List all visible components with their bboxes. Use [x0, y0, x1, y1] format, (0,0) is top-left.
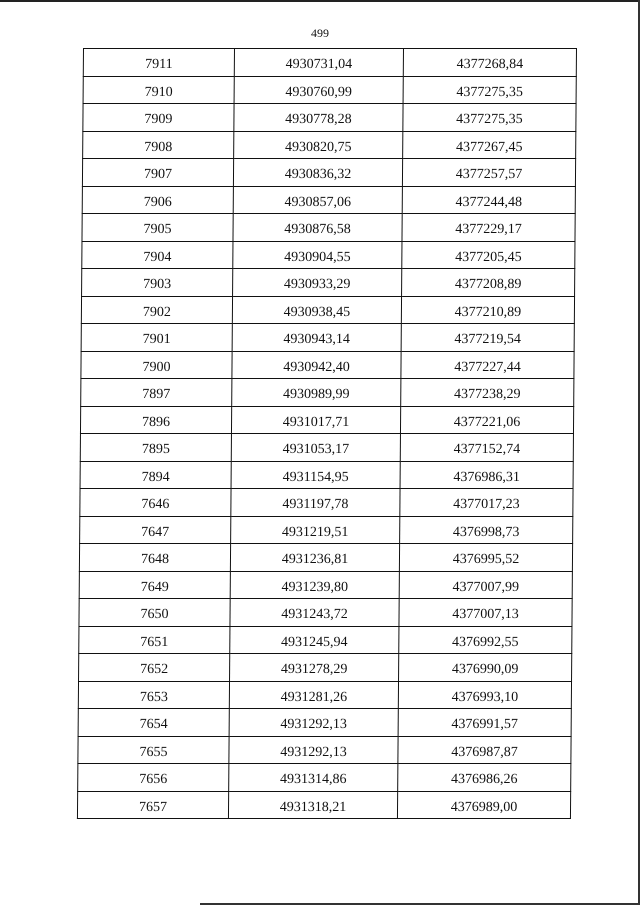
point-number-value: 7900 [142, 359, 171, 375]
y-coordinate-value: 4376989,00 [450, 799, 518, 815]
x-coordinate-cell [230, 626, 399, 654]
x-coordinate-value: 4931281,26 [280, 689, 348, 705]
table-row [80, 434, 573, 462]
point-number-value: 7902 [142, 304, 171, 320]
y-coordinate-cell [401, 324, 574, 352]
y-coordinate-cell [401, 379, 574, 407]
y-coordinate-value: 4376998,73 [452, 524, 520, 540]
point-number-value: 7655 [139, 744, 168, 760]
point-number-value: 7649 [140, 579, 169, 595]
y-coordinate-value: 4376990,09 [451, 662, 519, 678]
x-coordinate-cell [233, 159, 402, 187]
x-coordinate-value: 4930760,99 [285, 84, 352, 100]
y-coordinate-value: 4376993,10 [451, 689, 519, 705]
table-row [82, 186, 575, 214]
point-number-value: 7910 [144, 84, 173, 100]
point-number-cell [83, 49, 234, 77]
table-row [82, 159, 575, 187]
x-coordinate-cell [233, 186, 402, 214]
point-number-value: 7647 [141, 524, 170, 540]
y-coordinate-value: 4376986,26 [450, 772, 518, 788]
point-number-value: 7652 [140, 662, 169, 678]
point-number-cell [83, 104, 234, 132]
x-coordinate-cell [232, 379, 401, 407]
table-row [83, 76, 576, 104]
x-coordinate-cell [232, 324, 401, 352]
y-coordinate-cell [401, 296, 574, 324]
table-row [83, 49, 576, 77]
x-coordinate-value: 4931314,86 [279, 772, 347, 788]
coordinates-table-body [77, 49, 576, 819]
x-coordinate-cell [234, 104, 403, 132]
y-coordinate-cell [398, 681, 571, 709]
point-number-value: 7895 [141, 442, 170, 458]
x-coordinate-cell [234, 49, 403, 77]
table-row [82, 241, 575, 269]
x-coordinate-cell [232, 351, 401, 379]
table-row [82, 214, 575, 242]
y-coordinate-value: 4376987,87 [451, 744, 518, 760]
y-coordinate-value: 4377244,48 [455, 194, 523, 210]
y-coordinate-value: 4377221,06 [453, 414, 521, 430]
table-row [80, 461, 573, 489]
x-coordinate-value: 4931318,21 [279, 799, 347, 815]
point-number-cell [80, 434, 231, 462]
point-number-cell [78, 681, 229, 709]
y-coordinate-cell [400, 516, 573, 544]
x-coordinate-value: 4930904,55 [284, 249, 351, 265]
y-coordinate-cell [399, 654, 572, 682]
table-row [81, 379, 574, 407]
y-coordinate-value: 4377152,74 [453, 442, 521, 458]
x-coordinate-cell [229, 736, 398, 764]
y-coordinate-cell [400, 434, 573, 462]
x-coordinate-value: 4931292,13 [280, 744, 347, 760]
y-coordinate-value: 4377007,13 [452, 607, 519, 623]
point-number-value: 7650 [140, 607, 169, 623]
point-number-cell [79, 599, 230, 627]
x-coordinate-value: 4930938,45 [283, 304, 351, 320]
point-number-value: 7909 [144, 112, 173, 128]
y-coordinate-value: 4377007,99 [452, 579, 520, 595]
y-coordinate-cell [403, 131, 576, 159]
x-coordinate-value: 4931278,29 [280, 662, 348, 678]
y-coordinate-cell [400, 489, 573, 517]
x-coordinate-value: 4931053,17 [282, 442, 350, 458]
x-coordinate-value: 4930820,75 [284, 139, 352, 155]
point-number-value: 7653 [139, 689, 168, 705]
x-coordinate-cell [229, 764, 398, 792]
x-coordinate-value: 4930836,32 [284, 167, 352, 183]
y-coordinate-cell [399, 544, 572, 572]
point-number-cell [82, 159, 233, 187]
x-coordinate-value: 4930778,28 [285, 112, 352, 128]
x-coordinate-value: 4931239,80 [281, 579, 349, 595]
point-number-cell [78, 736, 229, 764]
point-number-cell [79, 544, 230, 572]
point-number-value: 7648 [140, 552, 170, 568]
table-row [82, 269, 575, 297]
coordinates-table [77, 48, 577, 819]
x-coordinate-value: 4931154,95 [282, 469, 349, 485]
y-coordinate-cell [403, 76, 576, 104]
x-coordinate-cell [234, 131, 403, 159]
table-row [81, 324, 574, 352]
point-number-value: 7896 [142, 414, 171, 430]
table-row [77, 791, 570, 819]
y-coordinate-cell [402, 269, 575, 297]
x-coordinate-cell [234, 76, 403, 104]
y-coordinate-cell [399, 571, 572, 599]
table-row [80, 489, 573, 517]
point-number-value: 7904 [143, 249, 172, 265]
table-row [78, 736, 571, 764]
y-coordinate-value: 4376992,55 [452, 634, 519, 650]
x-coordinate-cell [231, 461, 400, 489]
x-coordinate-value: 4931197,78 [282, 497, 349, 513]
y-coordinate-cell [399, 599, 572, 627]
y-coordinate-cell [397, 791, 570, 819]
table-row [80, 406, 573, 434]
point-number-value: 7905 [143, 222, 172, 238]
y-coordinate-value: 4377268,84 [456, 57, 524, 73]
x-coordinate-value: 4930989,99 [282, 387, 350, 403]
x-coordinate-cell [230, 654, 399, 682]
x-coordinate-value: 4930857,06 [284, 194, 352, 210]
point-number-cell [80, 489, 231, 517]
y-coordinate-value: 4377275,35 [456, 112, 523, 128]
point-number-cell [82, 241, 233, 269]
x-coordinate-cell [230, 599, 399, 627]
point-number-cell [82, 186, 233, 214]
x-coordinate-cell [233, 214, 402, 242]
x-coordinate-cell [233, 269, 402, 297]
y-coordinate-cell [402, 159, 575, 187]
x-coordinate-value: 4931236,81 [281, 552, 349, 568]
y-coordinate-value: 4377238,29 [453, 387, 521, 403]
point-number-cell [78, 709, 229, 737]
point-number-value: 7906 [143, 194, 172, 210]
y-coordinate-cell [402, 186, 575, 214]
y-coordinate-value: 4377208,89 [454, 277, 522, 293]
x-coordinate-value: 4930731,04 [285, 57, 353, 73]
x-coordinate-value: 4931292,13 [280, 717, 347, 733]
x-coordinate-cell [231, 434, 400, 462]
table-row [78, 764, 571, 792]
point-number-value: 7656 [139, 772, 168, 788]
x-coordinate-value: 4930876,58 [284, 222, 351, 238]
y-coordinate-cell [398, 736, 571, 764]
point-number-cell [80, 406, 231, 434]
y-coordinate-cell [399, 626, 572, 654]
table-row [79, 654, 572, 682]
y-coordinate-value: 4377205,45 [455, 249, 522, 265]
point-number-value: 7654 [139, 717, 168, 733]
y-coordinate-cell [398, 709, 571, 737]
y-coordinate-value: 4376991,57 [451, 717, 518, 733]
point-number-value: 7907 [143, 167, 173, 183]
table-row [78, 709, 571, 737]
point-number-cell [81, 296, 232, 324]
point-number-value: 7651 [140, 634, 169, 650]
y-coordinate-value: 4377210,89 [454, 304, 522, 320]
point-number-cell [81, 379, 232, 407]
y-coordinate-cell [398, 764, 571, 792]
point-number-value: 7894 [141, 469, 170, 485]
point-number-value: 7903 [143, 277, 172, 293]
point-number-cell [80, 516, 231, 544]
y-coordinate-cell [401, 351, 574, 379]
y-coordinate-value: 4377257,57 [455, 167, 523, 183]
x-coordinate-value: 4931017,71 [282, 414, 350, 430]
y-coordinate-cell [402, 214, 575, 242]
y-coordinate-value: 4377275,35 [456, 84, 523, 100]
y-coordinate-cell [403, 104, 576, 132]
point-number-cell [79, 654, 230, 682]
table-row [80, 516, 573, 544]
table-row [78, 681, 571, 709]
x-coordinate-value: 4930933,29 [283, 277, 351, 293]
table-row [81, 351, 574, 379]
point-number-cell [81, 324, 232, 352]
point-number-cell [80, 461, 231, 489]
x-coordinate-cell [233, 241, 402, 269]
point-number-value: 7657 [138, 799, 168, 815]
table-row [83, 131, 576, 159]
point-number-value: 7901 [142, 332, 171, 348]
point-number-cell [83, 76, 234, 104]
y-coordinate-value: 4376986,31 [453, 469, 520, 485]
x-coordinate-cell [229, 709, 398, 737]
point-number-cell [83, 131, 234, 159]
scan-edge-top [0, 0, 640, 2]
y-coordinate-cell [400, 461, 573, 489]
y-coordinate-cell [402, 241, 575, 269]
y-coordinate-value: 4377219,54 [454, 332, 522, 348]
y-coordinate-value: 4377227,44 [454, 359, 521, 375]
page-number: 499 [311, 26, 329, 40]
point-number-cell [77, 791, 228, 819]
point-number-cell [78, 764, 229, 792]
x-coordinate-value: 4931243,72 [281, 607, 348, 623]
point-number-value: 7897 [142, 387, 171, 403]
x-coordinate-cell [230, 544, 399, 572]
x-coordinate-value: 4931219,51 [281, 524, 349, 540]
x-coordinate-cell [231, 406, 400, 434]
x-coordinate-value: 4930943,14 [283, 332, 351, 348]
point-number-value: 7646 [141, 497, 170, 513]
table-row [79, 571, 572, 599]
table-row [81, 296, 574, 324]
point-number-cell [79, 571, 230, 599]
table-row [79, 626, 572, 654]
table-row [83, 104, 576, 132]
x-coordinate-cell [228, 791, 397, 819]
point-number-value: 7908 [144, 139, 173, 155]
y-coordinate-cell [400, 406, 573, 434]
point-number-cell [79, 626, 230, 654]
x-coordinate-cell [229, 681, 398, 709]
x-coordinate-cell [231, 516, 400, 544]
x-coordinate-cell [231, 489, 400, 517]
y-coordinate-value: 4377229,17 [455, 222, 522, 238]
y-coordinate-value: 4377267,45 [455, 139, 523, 155]
table-row [79, 599, 572, 627]
point-number-cell [82, 214, 233, 242]
x-coordinate-value: 4931245,94 [281, 634, 348, 650]
point-number-cell [81, 351, 232, 379]
y-coordinate-cell [403, 49, 576, 77]
x-coordinate-cell [232, 296, 401, 324]
y-coordinate-value: 4376995,52 [452, 552, 520, 568]
coordinates-table-wrapper [77, 48, 577, 819]
point-number-cell [82, 269, 233, 297]
table-row [79, 544, 572, 572]
point-number-value: 7911 [145, 57, 173, 73]
x-coordinate-cell [230, 571, 399, 599]
x-coordinate-value: 4930942,40 [283, 359, 350, 375]
y-coordinate-value: 4377017,23 [453, 497, 520, 513]
